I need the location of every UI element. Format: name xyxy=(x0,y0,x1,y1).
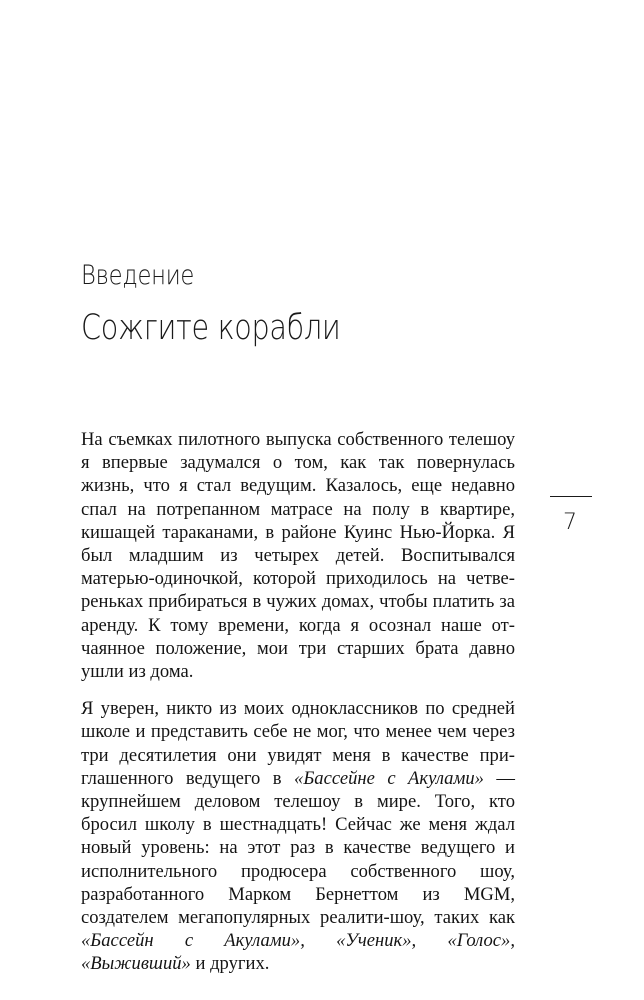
body-text xyxy=(81,428,515,990)
chapter-title: Сожгите корабли xyxy=(81,308,341,348)
show-title-italic: «Бассейне с Акулами» xyxy=(294,767,484,789)
show-titles-italic: «Бассейн с Акулами», «Ученик», «Голос», «Выживший» xyxy=(81,930,515,975)
page-number-rule xyxy=(550,496,592,497)
text-run: и других. xyxy=(190,953,270,975)
chapter-label: Введение xyxy=(81,260,195,291)
text-run: — крупнейшем деловом телешоу в мире. Того, кто бросил школу в шестнадцать! Сейчас же меня ждал новый уровень: на этот раз в качестве ведущего и исполнительного продюсера собственного шоу, разработанного Марком Бернеттом из MGM, создателем мегапопулярных реалити-шоу, таких как xyxy=(81,767,515,929)
paragraph xyxy=(81,697,515,975)
text-run: Я уверен, никто из моих одноклассников по средней школе и представить себе не мог, что менее чем через три десятилетия они увидят меня в качестве приглашенного ведущего в xyxy=(81,698,515,789)
page-number: 7 xyxy=(563,510,577,535)
text-run: На съемках пилотного выпуска собственного телешоу я впервые задумался о том, как так повернулась жизнь, что я стал ведущим. Казалось, еще недавно спал на потрепанном матрасе на полу в квартире, кишащей тараканами, в районе Куинс Нью-Йорка. Я был младшим из четырех детей. Воспитывался матерью-одиночкой, которой приходилось на четвереньках прибираться в чужих домах, чтобы платить за аренду. К тому времени, когда я осознал наше отчаянное положение, мои три старших брата давно ушли из дома. xyxy=(81,429,515,683)
paragraph xyxy=(81,428,515,683)
